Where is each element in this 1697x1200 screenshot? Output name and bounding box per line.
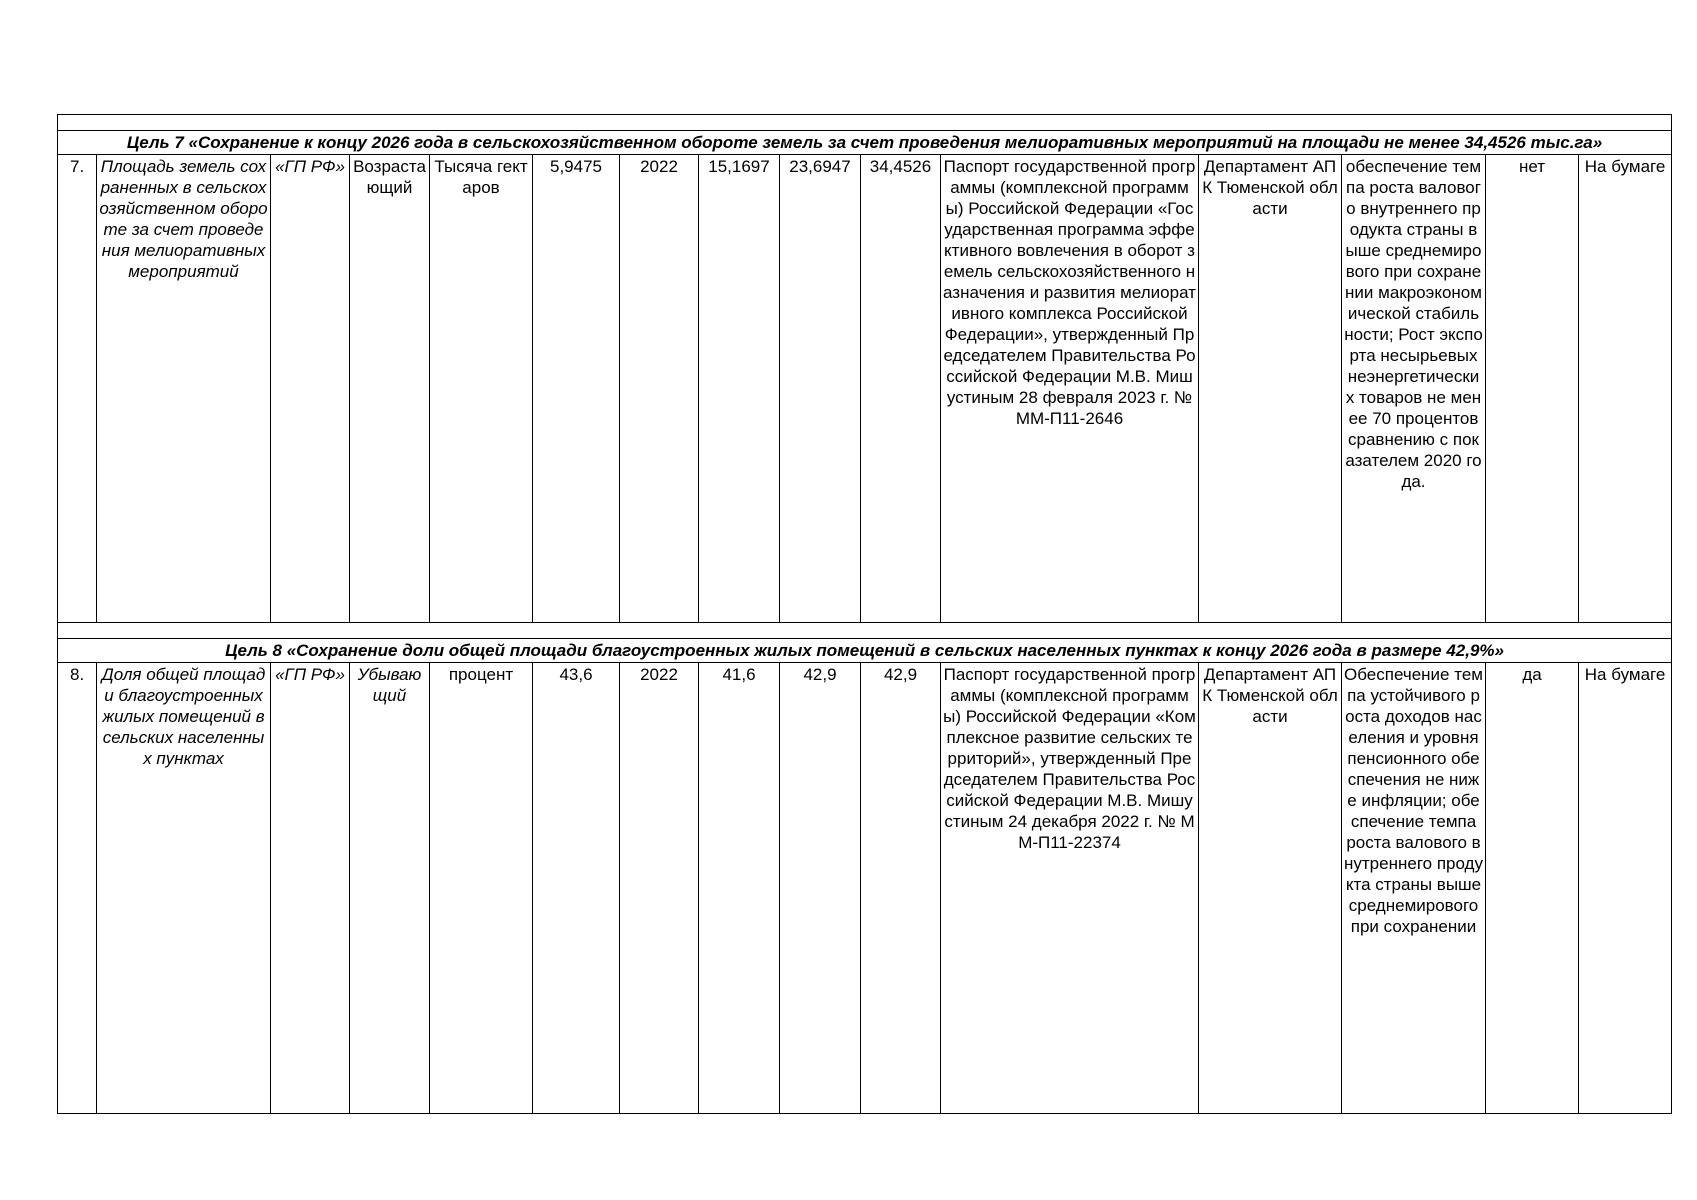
value-2025: 42,9 [780,663,861,1114]
row-number: 7. [58,155,97,623]
base-value: 43,6 [533,663,620,1114]
flag: нет [1486,155,1579,623]
flag: да [1486,663,1579,1114]
responsible: Департамент АПК Тюменской области [1199,663,1342,1114]
goal-7-title: Цель 7 «Сохранение к концу 2026 года в сельскохозяйственном обороте земель за счет проведения мелиоративных мероприятий на площади не менее 34,4526 тыс.га» [58,131,1672,155]
indicator-level: «ГП РФ» [271,155,350,623]
value-2024: 15,1697 [699,155,780,623]
goal-8-title: Цель 8 «Сохранение доли общей площади благоустроенных жилых помещений в сельских населенных пунктах к концу 2026 года в размере 42,9%» [58,639,1672,663]
goal-8-spacer [58,623,1672,639]
indicator-trend: Возрастающий [350,155,430,623]
info-system: На бумаге [1579,155,1672,623]
table-row [58,663,1672,1114]
indicator-level: «ГП РФ» [271,663,350,1114]
indicators-table [57,114,1672,1114]
row-number: 8. [58,663,97,1114]
base-year: 2022 [620,155,699,623]
info-system: На бумаге [1579,663,1672,1114]
value-2026: 34,4526 [861,155,941,623]
indicator-name: Доля общей площади благоустроенных жилых помещений в сельских населенных пунктах [97,663,271,1114]
value-2026: 42,9 [861,663,941,1114]
indicator-name: Площадь земель сохраненных в сельскохозяйственном обороте за счет проведения мелиоративных мероприятий [97,155,271,623]
value-2025: 23,6947 [780,155,861,623]
goal-7-spacer [58,115,1672,131]
national-goal: обеспечение темпа роста валового внутреннего продукта страны выше среднемирового при сохранении макроэкономической стабильности; Рост экспорта несырьевых неэнергетических товаров не менее 70 процентов сравнению с показателем 2020 года. [1342,155,1486,623]
document: Паспорт государственной программы (комплексной программы) Российской Федерации «Государственная программа эффективного вовлечения в оборот земель сельскохозяйственного назначения и развития мелиоративного комплекса Российской Федерации», утвержденный Председателем Правительства Российской Федерации М.В. Мишустиным 28 февраля 2023 г. № ММ-П11-2646 [941,155,1199,623]
responsible: Департамент АПК Тюменской области [1199,155,1342,623]
unit: процент [430,663,533,1114]
document: Паспорт государственной программы (комплексной программы) Российской Федерации «Комплексное развитие сельских территорий», утвержденный Председателем Правительства Российской Федерации М.В. Мишустиным 24 декабря 2022 г. № ММ-П11-22374 [941,663,1199,1114]
table-row [58,155,1672,623]
value-2024: 41,6 [699,663,780,1114]
base-value: 5,9475 [533,155,620,623]
base-year: 2022 [620,663,699,1114]
indicator-trend: Убывающий [350,663,430,1114]
national-goal: Обеспечение темпа устойчивого роста доходов населения и уровня пенсионного обеспечения не ниже инфляции; обеспечение темпа роста валового внутреннего продукта страны выше среднемирового при сохранении [1342,663,1486,1114]
unit: Тысяча гектаров [430,155,533,623]
